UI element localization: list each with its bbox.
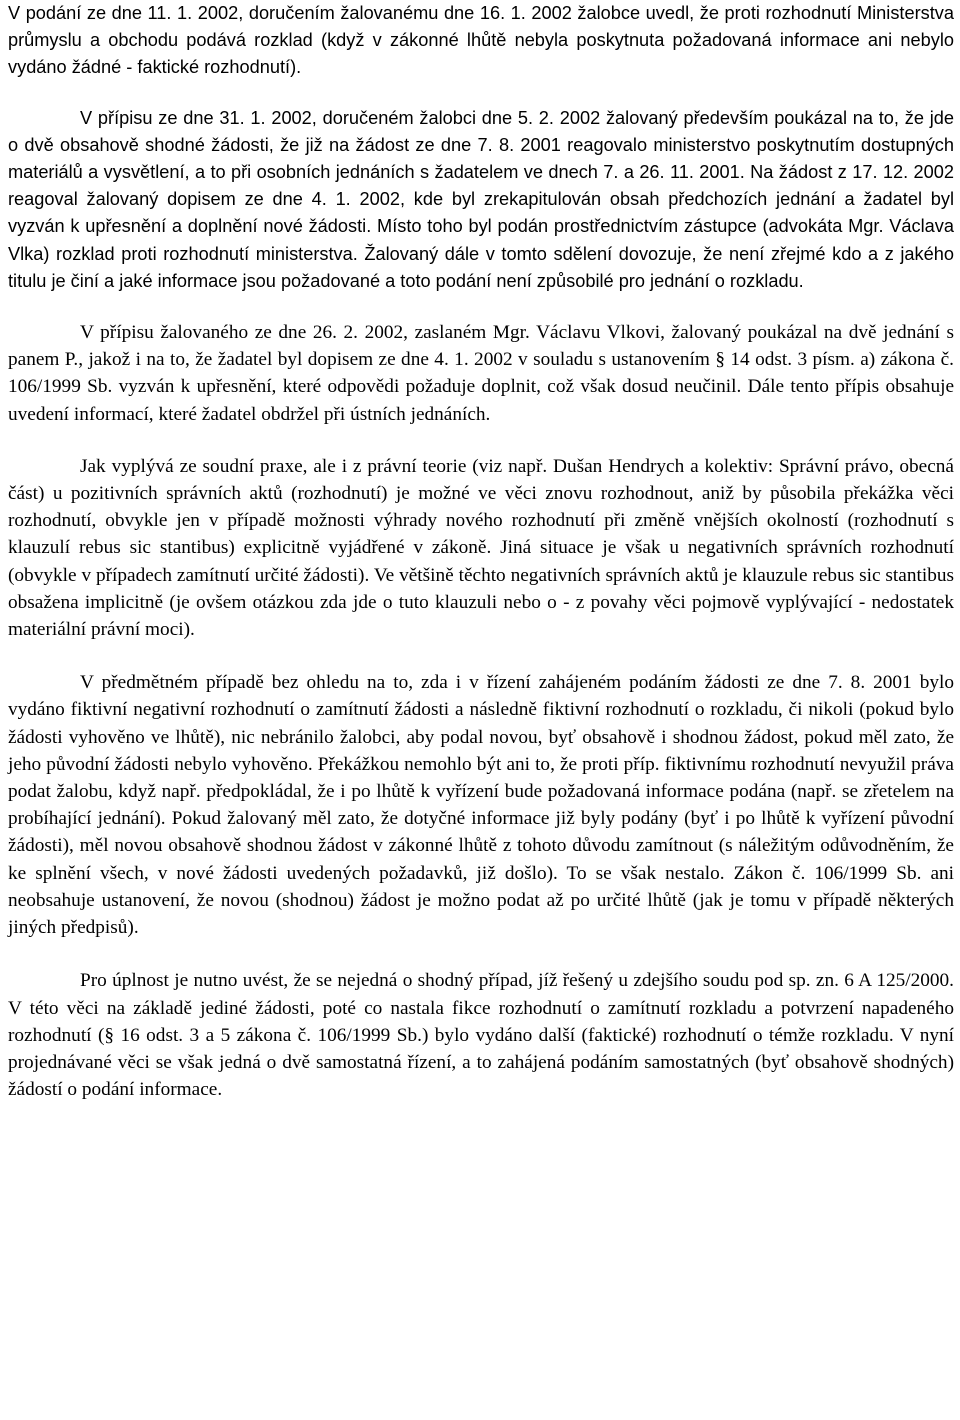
paragraph-rozklad-podani: V podání ze dne 11. 1. 2002, doručením žalovanému dne 16. 1. 2002 žalobce uvedl, že proti rozhodnutí Ministerstva průmyslu a obchodu podává rozklad (když v zákonné lhůtě nebyla poskytnuta požadovaná informace ani nebylo vydáno žádné - faktické rozhodnutí). <box>8 3 954 78</box>
paragraph-soudni-praxe: Jak vyplývá ze soudní praxe, ale i z právní teorie (viz např. Dušan Hendrych a kolektiv: Správní právo, obecná část) u pozitivních správních aktů (rozhodnutí) je možné ve věci znovu rozhodnout, aniž by působila překážka věci rozhodnutí, obvykle jen v případě možnosti výhrady nového rozhodnutí při změně vnějších okolností (rozhodnutí s klauzulí rebus sic stantibus) explicitně vyjádřené v zákoně. Jiná situace je však u negativních správních rozhodnutí (obvykle v případech zamítnutí určité žádosti). Ve většině těchto negativních správních aktů je klauzule rebus sic stantibus obsažena implicitně (je ovšem otázkou zda jde o tuto klauzuli nebo o - z povahy věci pojmově vyplývající - nedostatek materiální právní moci). <box>8 455 954 641</box>
paragraph-pro-uplnost: Pro úplnost je nutno uvést, že se nejedná o shodný případ, jíž řešený u zdejšího soudu pod sp. zn. 6 A 125/2000. V této věci na základě jediné žádosti, poté co nastala fikce rozhodnutí o zamítnutí rozkladu a potvrzení napadeného rozhodnutí (§ 16 odst. 3 a 5 zákona č. 106/1999 Sb.) bylo vydáno další (faktické) rozhodnutí o témže rozkladu. V nyní projednávané věci se však jedná o dvě samostatná řízení, a to zahájená podáním samostatných (byť obsahově shodných) žádostí o podání informace. <box>8 970 954 1101</box>
document-page <box>8 0 954 1103</box>
paragraph-pripis-26-2-2002: V přípisu žalovaného ze dne 26. 2. 2002, zaslaném Mgr. Václavu Vlkovi, žalovaný poukázal na dvě jednání s panem P., jakož i na to, že žadatel byl dopisem ze dne 4. 1. 2002 v souladu s ustanovením § 14 odst. 3 písm. a) zákona č. 106/1999 Sb. vyzván k upřesnění, které odpovědi požaduje doplnit, což však dosud neučinil. Dále tento přípis obsahuje uvedení informací, které žadatel obdržel při ústních jednáních. <box>8 322 954 425</box>
paragraph-predmetny-pripad: V předmětném případě bez ohledu na to, zda i v řízení zahájeném podáním žádosti ze dne 7. 8. 2001 bylo vydáno fiktivní negativní rozhodnutí o zamítnutí žádosti a následně fiktivní rozhodnutí o rozkladu, či nikoli (pokud bylo žádosti vyhověno ve lhůtě), nic nebránilo žalobci, aby podal novou, byť obsahově i shodnou žádost, pokud měl zato, že jeho původní žádosti nebylo vyhověno. Překážkou nemohlo být ani to, že proti příp. fiktivnímu rozhodnutí nevyužil práva podat žalobu, když např. předpokládal, že i po lhůtě k vyřízení bude požadovaná informace podána (např. se zřetelem na probíhající jednání). Pokud žalovaný měl zato, že dotyčné informace již byly podány (byť i po lhůtě k vyřízení původní žádosti), měl novou obsahově shodnou žádost v zákonné lhůtě z tohoto důvodu zamítnout (s náležitým odůvodněním, že ke splnění všech, v nové žádosti uvedených požadavků, již došlo). To se však nestalo. Zákon č. 106/1999 Sb. ani neobsahuje ustanovení, že novou (shodnou) žádost je možno podat až po určité lhůtě (jak je tomu v případě některých jiných předpisů). <box>8 672 954 939</box>
paragraph-pripis-31-1-2002: V přípisu ze dne 31. 1. 2002, doručeném žalobci dne 5. 2. 2002 žalovaný především poukázal na to, že jde o dvě obsahově shodné žádosti, že již na žádost ze dne 7. 8. 2001 reagovalo ministerstvo poskytnutím dostupných materiálů a vysvětlení, a to při osobních jednáních s žadatelem ve dnech 7. a 26. 11. 2001. Na žádost z 17. 12. 2002 reagoval žalovaný dopisem ze dne 4. 1. 2002, kde byl zrekapitulován obsah předchozích jednání a žadatel byl vyzván k upřesnění a doplnění nové žádosti. Místo toho byl podán prostřednictvím zástupce (advokáta Mgr. Václava Vlka) rozklad proti rozhodnutí ministerstva. Žalovaný dále v tomto sdělení dovozuje, že není zřejmé kdo a z jakého titulu je činí a jaké informace jsou požadované a toto podání není způsobilé pro jednání o rozkladu. <box>8 107 954 291</box>
